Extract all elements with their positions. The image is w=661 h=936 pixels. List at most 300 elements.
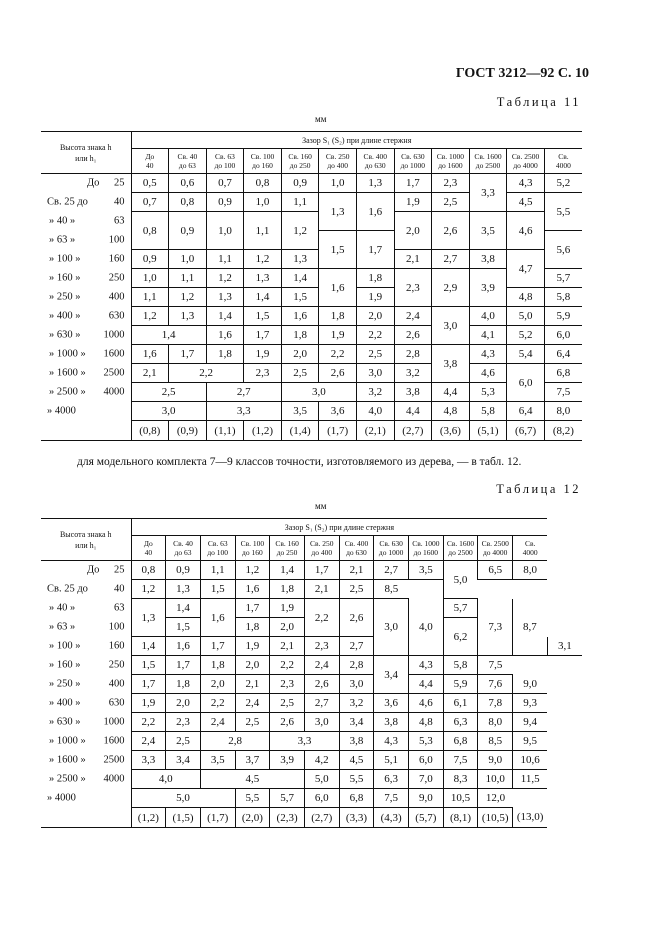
height-header-line-2: или h₁ [75,153,97,163]
gap-value-cell: 5,5 [544,193,582,231]
gap-value-cell: 2,3 [166,713,201,732]
gap-value-cell: 3,0 [281,383,356,402]
gap-value-cell: 2,0 [394,212,432,250]
length-header-line-2: до 1000 [378,548,404,557]
row-label-value: 100 [108,621,125,633]
row-label-prefix: » 40 » [49,215,76,227]
gap-value-cell: 3,8 [339,732,374,751]
length-header-line-2: до 250 [289,161,311,170]
length-header-line-1: Св. [558,151,569,161]
gap-value-cell: 3,5 [409,561,444,580]
gap-value-cell: 1,8 [281,326,319,345]
gap-value-cell: 1,6 [200,599,235,637]
gap-value-cell: 5,9 [544,307,582,326]
gap-value-cell: 7,8 [478,694,513,713]
length-header-line-1: Св. 40 [173,538,193,548]
gap-value-cell: 2,8 [339,656,374,675]
height-header-line-2: или h₁ [75,540,97,550]
gap-value-cell: 4,7 [507,250,545,288]
gap-value-cell: 3,3 [206,402,281,421]
length-column-header [235,536,270,561]
row-label-prefix: » 63 » [49,621,76,633]
height-column-header [41,132,131,174]
gap-value-cell: 2,5 [131,383,206,402]
length-header-line-2: до 63 [174,548,192,557]
gap-value-cell: 9,0 [513,675,548,694]
gap-value-cell: 1,7 [304,561,339,580]
gap-value-cell: 1,2 [281,212,319,250]
gap-value-cell: 4,3 [469,345,507,364]
gap-value-cell: 5,7 [270,789,305,808]
footer-value-cell: (4,3) [374,808,409,828]
gap-value-cell: 3,8 [374,713,409,732]
footer-value-cell: (8,2) [544,421,582,441]
gap-value-cell: 4,5 [507,193,545,212]
length-column-header [339,536,374,561]
gap-value-cell: 2,6 [394,326,432,345]
gap-value-cell: 3,5 [281,402,319,421]
length-column-header [270,536,305,561]
gap-value-cell: 1,2 [131,307,169,326]
table-11-unit: мм [315,114,327,124]
footer-value-cell: (1,2) [244,421,282,441]
gap-value-cell: 4,3 [507,174,545,193]
gap-value-cell: 1,9 [356,288,394,307]
gap-value-cell: 1,7 [166,656,201,675]
footer-value-cell: (1,5) [166,808,201,828]
gap-value-cell: 1,2 [244,250,282,269]
gap-value-cell: 1,7 [169,345,207,364]
page-header: ГОСТ 3212—92 С. 10 [455,66,589,81]
gap-value-cell: 1,3 [169,307,207,326]
length-column-header [469,149,507,174]
gap-value-cell: 0,7 [131,193,169,212]
row-label-prefix: » 1000 » [49,348,86,360]
row-label-prefix: » 4000 [47,405,76,417]
row-label-value: 4000 [103,386,125,398]
length-header-line-2: до 2500 [448,548,473,557]
table-row [41,732,582,751]
gap-value-cell: 1,5 [244,307,282,326]
table-12-caption: Таблица 12 [496,482,581,496]
row-label-value: 400 [108,291,125,303]
footer-value-cell: (13,0) [513,808,548,828]
row-label-prefix: » 630 » [49,329,81,341]
gap-value-cell: 4,8 [432,402,470,421]
gap-value-cell: 6,3 [374,770,409,789]
row-label-prefix: » 250 » [49,291,81,303]
gap-value-cell: 9,0 [409,789,444,808]
length-header-line-2: 4000 [555,161,571,170]
gap-value-cell: 1,2 [131,580,166,599]
length-header-line-1: Св. 250 [310,538,334,548]
gap-value-cell: 8,0 [544,402,582,421]
row-label-value: 1000 [103,716,125,728]
table-row [41,402,582,421]
row-label-prefix: » 2500 » [49,386,86,398]
gap-value-cell: 7,5 [443,751,478,770]
gap-value-cell: 2,5 [339,580,374,599]
row-label-value: 25 [114,564,125,576]
gap-value-cell: 2,4 [304,656,339,675]
row-label-value: 2500 [103,754,125,766]
gap-value-cell: 2,4 [235,694,270,713]
length-header-line-1: Св. [524,538,536,548]
gap-value-cell: 2,6 [319,364,357,383]
gap-value-cell: 3,3 [270,732,339,751]
gap-value-cell: 3,5 [469,212,507,250]
gap-value-cell: 8,5 [374,580,409,599]
gap-value-cell: 3,6 [374,694,409,713]
gap-value-cell: 2,1 [339,561,374,580]
length-column-header [374,536,409,561]
gap-value-cell: 2,2 [169,364,244,383]
row-label-prefix: » 160 » [49,272,81,284]
gap-value-cell: 6,1 [443,694,478,713]
gap-value-cell: 1,0 [131,269,169,288]
row-height-label [41,770,131,789]
gap-value-cell: 4,0 [356,402,394,421]
length-header-line-2: до 4000 [513,161,538,170]
gap-value-cell: 1,0 [206,212,244,250]
gap-value-cell: 5,8 [544,288,582,307]
row-label-value: 1600 [103,348,125,360]
gap-value-cell: 8,5 [478,732,513,751]
gap-value-cell: 1,3 [131,599,166,637]
gap-value-cell: 4,6 [409,694,444,713]
gap-value-cell: 7,3 [478,599,513,656]
row-height-label [41,193,131,212]
table-row [41,713,582,732]
row-height-label [41,307,131,326]
gap-value-cell: 3,4 [374,656,409,694]
gap-value-cell: 9,4 [513,713,548,732]
footer-value-cell: (1,2) [131,808,166,828]
gap-value-cell: 1,4 [270,561,305,580]
gap-value-cell: 7,6 [478,675,513,694]
gap-value-cell: 5,6 [544,231,582,269]
footer-value-cell: (0,9) [169,421,207,441]
gap-value-cell: 2,2 [131,713,166,732]
table-12 [41,518,582,828]
height-column-header [41,519,131,561]
length-column-header [356,149,394,174]
footer-value-cell: (5,1) [469,421,507,441]
gap-value-cell: 1,5 [281,288,319,307]
gap-value-cell: 2,6 [304,675,339,694]
row-label-prefix: » 1000 » [49,735,86,747]
length-header-line-2: до 4000 [482,548,508,557]
row-label-prefix: » 400 » [49,310,81,322]
gap-value-cell: 2,3 [394,269,432,307]
gap-value-cell: 1,8 [270,580,305,599]
row-label-prefix: Св. 25 до [47,196,88,208]
row-height-label [41,580,131,599]
row-height-label [41,402,131,421]
gap-value-cell: 1,1 [244,212,282,250]
gap-value-cell: 2,1 [304,580,339,599]
gap-value-cell: 0,9 [131,250,169,269]
gap-value-cell: 1,1 [169,269,207,288]
gap-value-cell: 5,5 [235,789,270,808]
row-label-value: 630 [108,310,125,322]
gap-value-cell: 3,0 [339,675,374,694]
gap-value-cell: 3,9 [469,269,507,307]
row-label-prefix: До [87,177,100,189]
gap-value-cell: 3,1 [547,637,582,656]
length-header-line-1: Св. 400 [344,538,369,548]
row-label-value: 2500 [103,367,125,379]
length-header-line-1: Св. 1600 [474,151,502,161]
gap-value-cell: 3,7 [235,751,270,770]
gap-value-cell: 1,5 [166,618,201,637]
gap-value-cell: 1,6 [235,580,270,599]
gap-value-cell: 3,8 [469,250,507,269]
row-label-value: 63 [114,215,125,227]
footer-value-cell: (2,7) [304,808,339,828]
gap-value-cell: 0,7 [206,174,244,193]
gap-group-header: Зазор S₁ (S₂) при длине стержня [131,519,547,536]
row-label-value: 400 [108,678,125,690]
gap-value-cell: 3,0 [374,599,409,656]
gap-value-cell: 2,5 [166,732,201,751]
gap-value-cell: 1,1 [281,193,319,212]
gap-value-cell: 4,2 [304,751,339,770]
gap-value-cell: 2,3 [304,637,339,656]
length-header-line-2: до 400 [311,548,333,557]
gap-value-cell: 9,5 [513,732,548,751]
row-label-value: 63 [114,602,125,614]
gap-value-cell: 4,0 [131,770,200,789]
row-height-label [41,751,131,770]
gap-value-cell: 1,3 [206,288,244,307]
length-column-header [409,536,444,561]
length-column-header [206,149,244,174]
gap-value-cell: 2,2 [270,656,305,675]
gap-value-cell: 1,7 [394,174,432,193]
gap-value-cell: 2,7 [339,637,374,656]
gap-value-cell: 2,3 [244,364,282,383]
length-header-line-2: до 630 [364,161,386,170]
gap-value-cell: 4,8 [507,288,545,307]
row-label-value: 630 [108,697,125,709]
gap-value-cell: 0,9 [166,561,201,580]
gap-value-cell: 3,9 [270,751,305,770]
gap-value-cell: 1,9 [244,345,282,364]
gap-value-cell: 1,6 [356,193,394,231]
gap-value-cell: 7,5 [544,383,582,402]
gap-value-cell: 4,0 [409,599,444,656]
footer-value-cell: (1,4) [281,421,319,441]
table-footer-row [41,808,582,828]
gap-value-cell: 1,9 [131,694,166,713]
gap-value-cell: 4,5 [339,751,374,770]
table-row [41,599,582,618]
gap-value-cell: 1,9 [319,326,357,345]
length-header-line-1: Св. 160 [275,538,299,548]
row-height-label [41,345,131,364]
gap-value-cell: 3,8 [432,345,470,383]
row-height-label [41,656,131,675]
length-header-line-2: до 1000 [400,161,426,170]
row-label-prefix: » 100 » [49,640,81,652]
table-row [41,326,582,345]
gap-value-cell: 1,7 [200,637,235,656]
length-header-line-1: Св. 630 [401,151,425,161]
length-header-line-2: до 400 [327,161,349,170]
table-12-unit: мм [315,501,327,511]
gap-value-cell: 1,0 [244,193,282,212]
gap-value-cell: 5,2 [507,326,545,345]
gap-value-cell: 2,0 [166,694,201,713]
row-label-value: 4000 [103,773,125,785]
gap-value-cell: 5,2 [544,174,582,193]
gap-value-cell: 5,0 [443,561,478,599]
table-11-caption: Таблица 11 [496,95,581,109]
gap-value-cell: 2,9 [432,269,470,307]
gap-value-cell: 8,3 [443,770,478,789]
gap-value-cell: 3,0 [432,307,470,345]
row-height-label [41,561,131,580]
gap-value-cell: 7,5 [374,789,409,808]
gap-value-cell: 2,2 [356,326,394,345]
gap-value-cell: 10,6 [513,751,548,770]
gap-value-cell: 3,2 [394,364,432,383]
row-label-value: 160 [108,640,125,652]
gap-value-cell: 1,6 [131,345,169,364]
footer-value-cell: (1,7) [200,808,235,828]
gap-value-cell: 5,0 [131,789,235,808]
gap-value-cell: 4,3 [409,656,444,675]
gap-value-cell: 5,5 [339,770,374,789]
gap-value-cell: 2,0 [235,656,270,675]
gap-value-cell: 1,4 [206,307,244,326]
gap-value-cell: 6,0 [304,789,339,808]
gap-value-cell: 1,6 [319,269,357,307]
length-header-line-1: Св. 1000 [412,538,440,548]
gap-value-cell: 8,0 [478,713,513,732]
gap-value-cell: 6,2 [443,618,478,656]
table-row [41,751,582,770]
footer-value-cell: (10,5) [478,808,513,828]
gap-value-cell: 3,2 [339,694,374,713]
length-header-line-1: Св. 1000 [436,151,465,161]
gap-value-cell: 1,7 [131,675,166,694]
table-row [41,174,582,193]
footer-value-cell: (2,7) [394,421,432,441]
gap-value-cell: 3,0 [131,402,206,421]
row-height-label [41,231,131,250]
gap-value-cell: 1,4 [131,326,206,345]
length-header-line-1: Св. 40 [177,151,198,161]
table-row [41,694,582,713]
gap-value-cell: 2,1 [235,675,270,694]
gap-value-cell: 4,1 [469,326,507,345]
gap-value-cell: 1,9 [235,637,270,656]
gap-value-cell: 3,2 [356,383,394,402]
gap-value-cell: 0,9 [281,174,319,193]
table-row [41,580,582,599]
gap-value-cell: 2,0 [281,345,319,364]
gap-value-cell: 9,0 [478,751,513,770]
gap-value-cell: 2,2 [304,599,339,637]
gap-value-cell: 5,3 [409,732,444,751]
gap-value-cell: 1,5 [131,656,166,675]
gap-value-cell: 8,7 [513,599,548,656]
gap-value-cell: 1,1 [200,561,235,580]
table-row [41,364,582,383]
row-height-label [41,269,131,288]
length-header-line-2: до 250 [276,548,298,557]
gap-value-cell: 2,5 [235,713,270,732]
gap-value-cell: 1,4 [244,288,282,307]
gap-value-cell: 2,1 [394,250,432,269]
gap-value-cell: 6,3 [443,713,478,732]
gap-value-cell: 1,8 [166,675,201,694]
gap-value-cell: 1,6 [166,637,201,656]
gap-value-cell: 5,7 [443,599,478,618]
table-row [41,345,582,364]
footer-value-cell: (2,3) [270,808,305,828]
table-row [41,269,582,288]
gap-value-cell: 2,4 [131,732,166,751]
footer-label-cell [41,421,131,441]
gap-value-cell: 3,0 [356,364,394,383]
row-height-label [41,675,131,694]
row-height-label [41,732,131,751]
gap-value-cell: 5,0 [304,770,339,789]
row-label-value: 25 [114,177,125,189]
length-header-line-2: до 63 [178,161,196,170]
gap-value-cell: 4,4 [409,675,444,694]
gap-value-cell: 0,9 [169,212,207,250]
gap-value-cell: 1,7 [244,326,282,345]
gap-value-cell: 1,8 [319,307,357,326]
length-column-header [507,149,545,174]
gap-value-cell: 1,2 [235,561,270,580]
length-column-header [443,536,478,561]
gap-value-cell: 11,5 [513,770,548,789]
gap-value-cell: 2,7 [374,561,409,580]
gap-value-cell: 2,2 [200,694,235,713]
intro-text-table-12: для модельного комплекта 7—9 классов точности, изготовляемого из дерева, — в табл. 12. [77,456,522,468]
gap-value-cell: 6,4 [507,402,545,421]
length-column-header [131,536,166,561]
row-height-label [41,326,131,345]
footer-value-cell: (3,6) [432,421,470,441]
table-11 [41,131,582,441]
row-height-label [41,364,131,383]
footer-value-cell: (8,1) [443,808,478,828]
length-column-header [281,149,319,174]
gap-value-cell: 1,8 [235,618,270,637]
gap-value-cell: 6,0 [544,326,582,345]
length-header-line-1: До [143,538,153,548]
gap-group-header: Зазор S₁ (S₂) при длине стержня [131,132,582,149]
gap-value-cell: 1,5 [200,580,235,599]
row-label-value: 160 [108,253,125,265]
gap-value-cell: 0,6 [169,174,207,193]
gap-value-cell: 9,3 [513,694,548,713]
footer-value-cell: (6,7) [507,421,545,441]
length-header-line-2: до 160 [242,548,263,557]
gap-value-cell: 2,6 [339,599,374,637]
row-label-prefix: » 1600 » [49,367,86,379]
footer-value-cell: (2,1) [356,421,394,441]
gap-value-cell: 1,6 [281,307,319,326]
footer-value-cell: (2,0) [235,808,270,828]
gap-value-cell: 1,6 [206,326,244,345]
